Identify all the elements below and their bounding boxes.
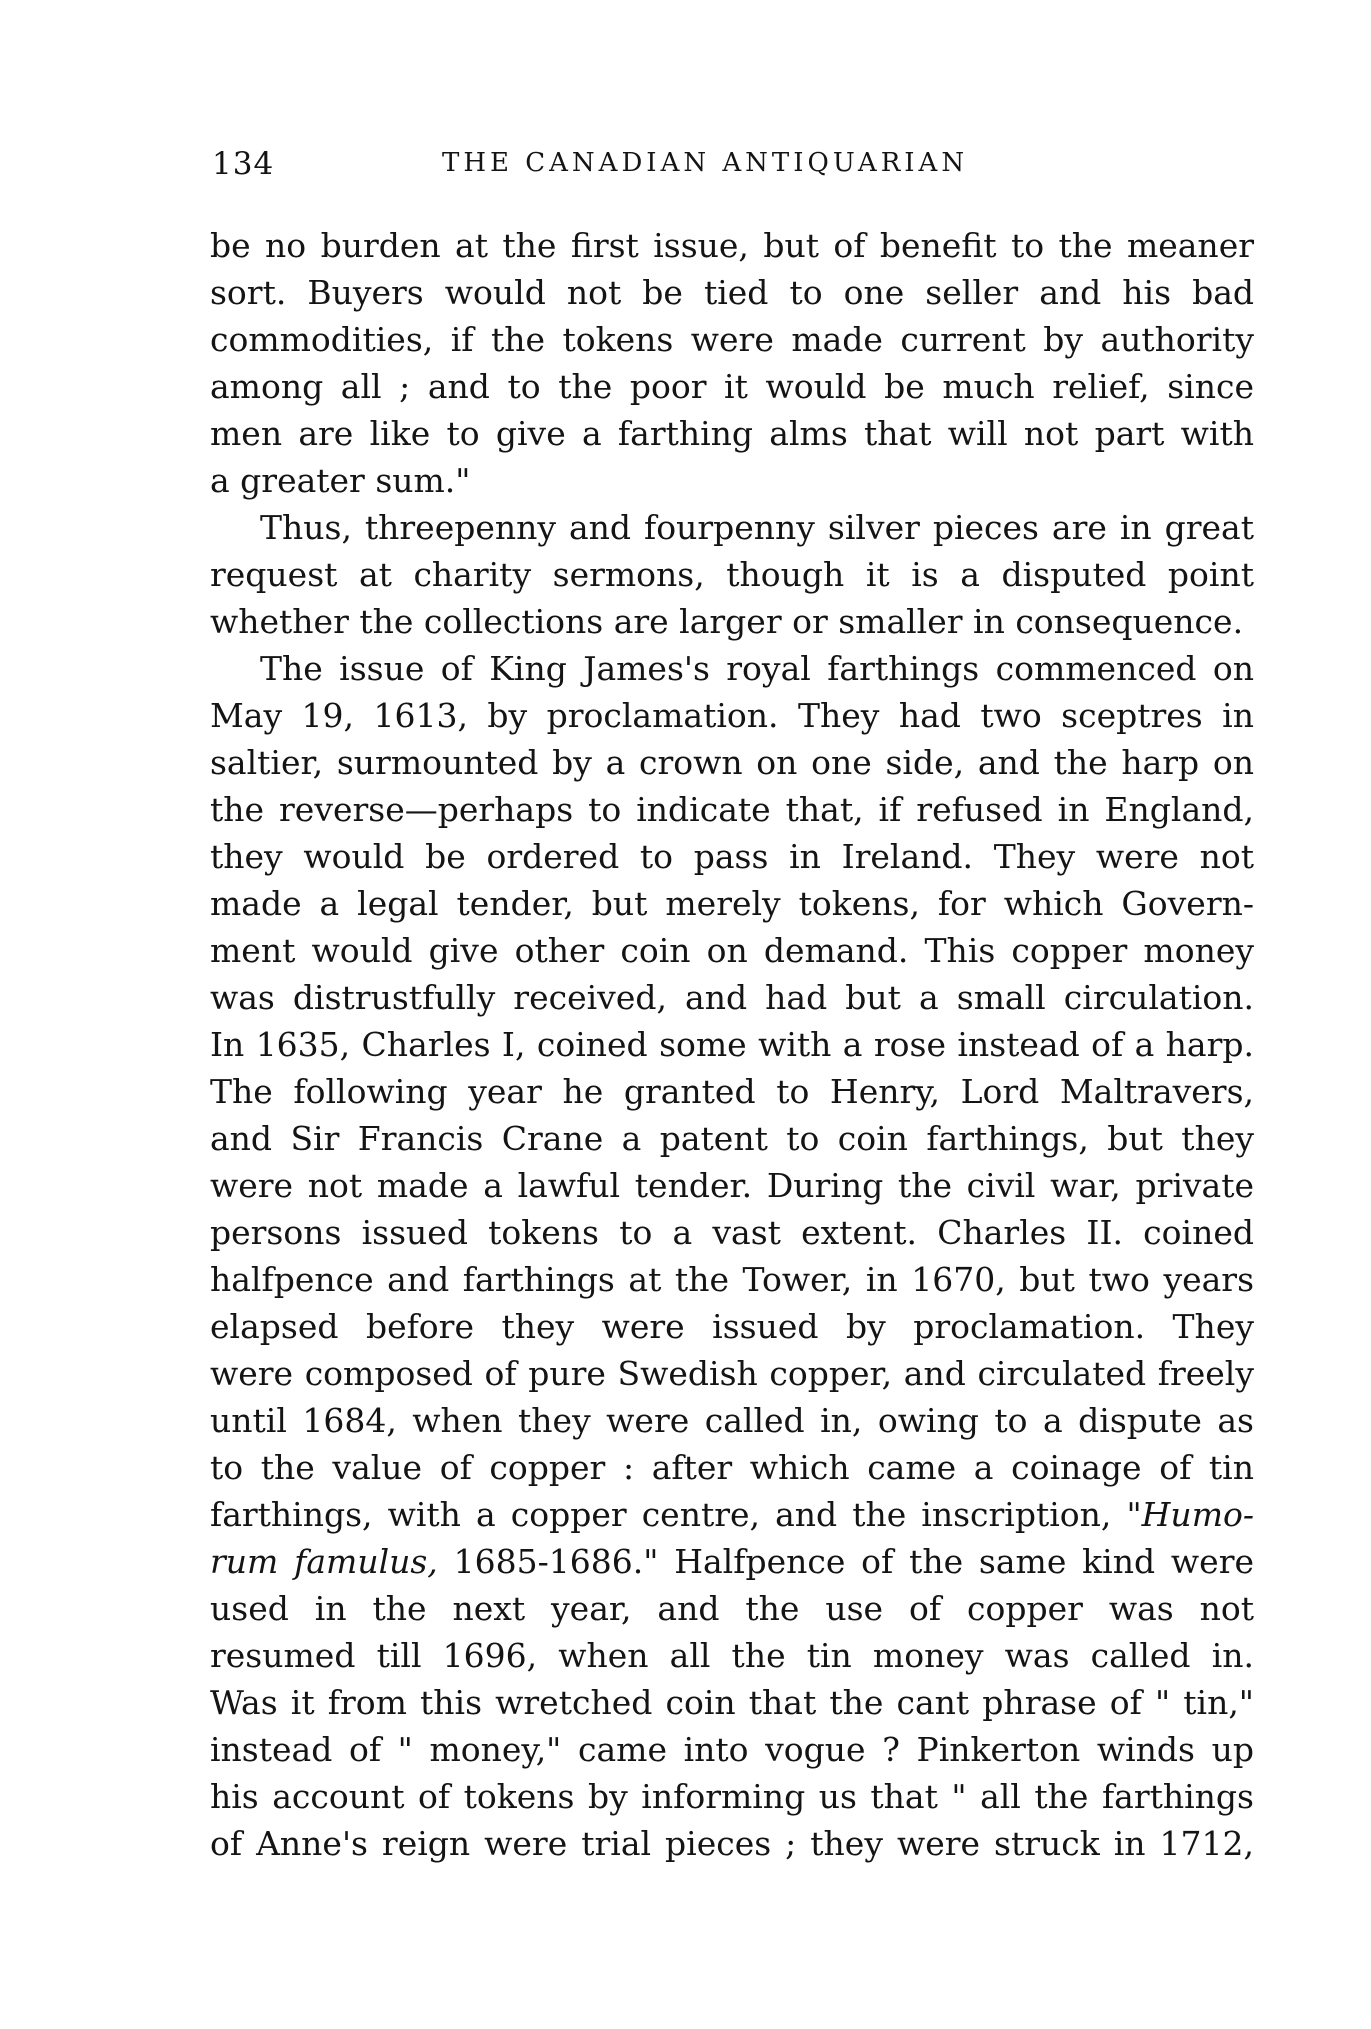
text-line <box>210 1444 1254 1491</box>
text-line <box>210 786 1254 833</box>
line-text: halfpence and farthings at the Tower, in 1670, but two years <box>210 1260 1254 1299</box>
text-line <box>210 927 1254 974</box>
text-line <box>210 1632 1254 1679</box>
line-text: resumed till 1696, when all the tin money was called in. <box>210 1636 1254 1675</box>
line-text: men are like to give a farthing alms that will not part with <box>210 414 1254 453</box>
line-text: were not made a lawful tender. During the civil war, private <box>210 1166 1254 1205</box>
line-text: were composed of pure Swedish copper, and circulated freely <box>210 1354 1254 1393</box>
text-line <box>210 316 1254 363</box>
text-line <box>210 1397 1254 1444</box>
running-header <box>212 146 1252 194</box>
line-text: his account of tokens by informing us that " all the farthings <box>210 1777 1254 1816</box>
line-text: used in the next year, and the use of copper was not <box>210 1589 1254 1628</box>
text-line <box>210 833 1254 880</box>
line-text: and Sir Francis Crane a patent to coin farthings, but they <box>210 1119 1254 1158</box>
text-line <box>210 645 1254 692</box>
line-text: ment would give other coin on demand. This copper money <box>210 931 1254 970</box>
line-text: a greater sum." <box>210 461 471 500</box>
text-line <box>210 974 1254 1021</box>
text-line <box>210 1585 1254 1632</box>
text-line <box>210 1115 1254 1162</box>
line-text: was distrustfully received, and had but a small circulation. <box>210 978 1254 1017</box>
text-line <box>210 269 1254 316</box>
text-line <box>210 1820 1254 1867</box>
line-text: The issue of King James's royal farthings commenced on <box>260 649 1254 688</box>
line-text: persons issued tokens to a vast extent. Charles II. coined <box>210 1213 1254 1252</box>
line-text: the reverse—perhaps to indicate that, if refused in England, <box>210 790 1254 829</box>
text-line <box>210 1162 1254 1209</box>
line-text: to the value of copper : after which came a coinage of tin <box>210 1448 1254 1487</box>
text-line <box>210 457 1254 504</box>
text-line <box>210 1021 1254 1068</box>
body-text <box>210 222 1254 1867</box>
line-text: made a legal tender, but merely tokens, for which Govern- <box>210 884 1254 923</box>
line-text: they would be ordered to pass in Ireland. They were not <box>210 837 1254 876</box>
line-text: elapsed before they were issued by proclamation. They <box>210 1307 1254 1346</box>
line-text-continued: 1685-1686." Halfpence of the same kind were <box>437 1542 1254 1581</box>
line-text: The following year he granted to Henry, Lord Maltravers, <box>210 1072 1254 1111</box>
text-line <box>210 1679 1254 1726</box>
line-text: instead of " money," came into vogue ? Pinkerton winds up <box>210 1730 1254 1769</box>
line-text: Thus, threepenny and fourpenny silver pieces are in great <box>260 508 1254 547</box>
line-text: be no burden at the first issue, but of benefit to the meaner <box>210 226 1254 265</box>
text-line <box>210 1303 1254 1350</box>
text-line <box>210 551 1254 598</box>
line-text: of Anne's reign were trial pieces ; they were struck in 1712, <box>210 1824 1254 1863</box>
line-text: Was it from this wretched coin that the cant phrase of " tin," <box>210 1683 1254 1722</box>
line-text: saltier, surmounted by a crown on one side, and the harp on <box>210 743 1254 782</box>
text-line <box>210 1068 1254 1115</box>
line-text: request at charity sermons, though it is a disputed point <box>210 555 1254 594</box>
italic-text: rum famulus, <box>210 1542 438 1581</box>
text-line <box>210 1773 1254 1820</box>
line-text: among all ; and to the poor it would be much relief, since <box>210 367 1254 406</box>
line-text: sort. Buyers would not be tied to one seller and his bad <box>210 273 1254 312</box>
text-line <box>210 739 1254 786</box>
text-line <box>210 1538 1254 1585</box>
text-line <box>210 1726 1254 1773</box>
text-line <box>210 222 1254 269</box>
line-text: May 19, 1613, by proclamation. They had two sceptres in <box>210 696 1254 735</box>
line-text: In 1635, Charles I, coined some with a rose instead of a harp. <box>210 1025 1254 1064</box>
text-line <box>210 880 1254 927</box>
text-line <box>210 1491 1254 1538</box>
text-line <box>210 410 1254 457</box>
line-text: commodities, if the tokens were made current by authority <box>210 320 1254 359</box>
text-line <box>210 598 1254 645</box>
text-line <box>210 692 1254 739</box>
text-line <box>210 1256 1254 1303</box>
text-line <box>210 363 1254 410</box>
line-text: whether the collections are larger or smaller in consequence. <box>210 602 1244 641</box>
text-line <box>210 1209 1254 1256</box>
line-text: farthings, with a copper centre, and the inscription, " <box>210 1495 1142 1534</box>
text-line <box>210 1350 1254 1397</box>
running-title: THE CANADIAN ANTIQUARIAN <box>442 148 969 178</box>
page-number: 134 <box>212 146 275 182</box>
italic-text: Humo- <box>1141 1495 1254 1534</box>
line-text: until 1684, when they were called in, owing to a dispute as <box>210 1401 1254 1440</box>
text-line <box>210 504 1254 551</box>
